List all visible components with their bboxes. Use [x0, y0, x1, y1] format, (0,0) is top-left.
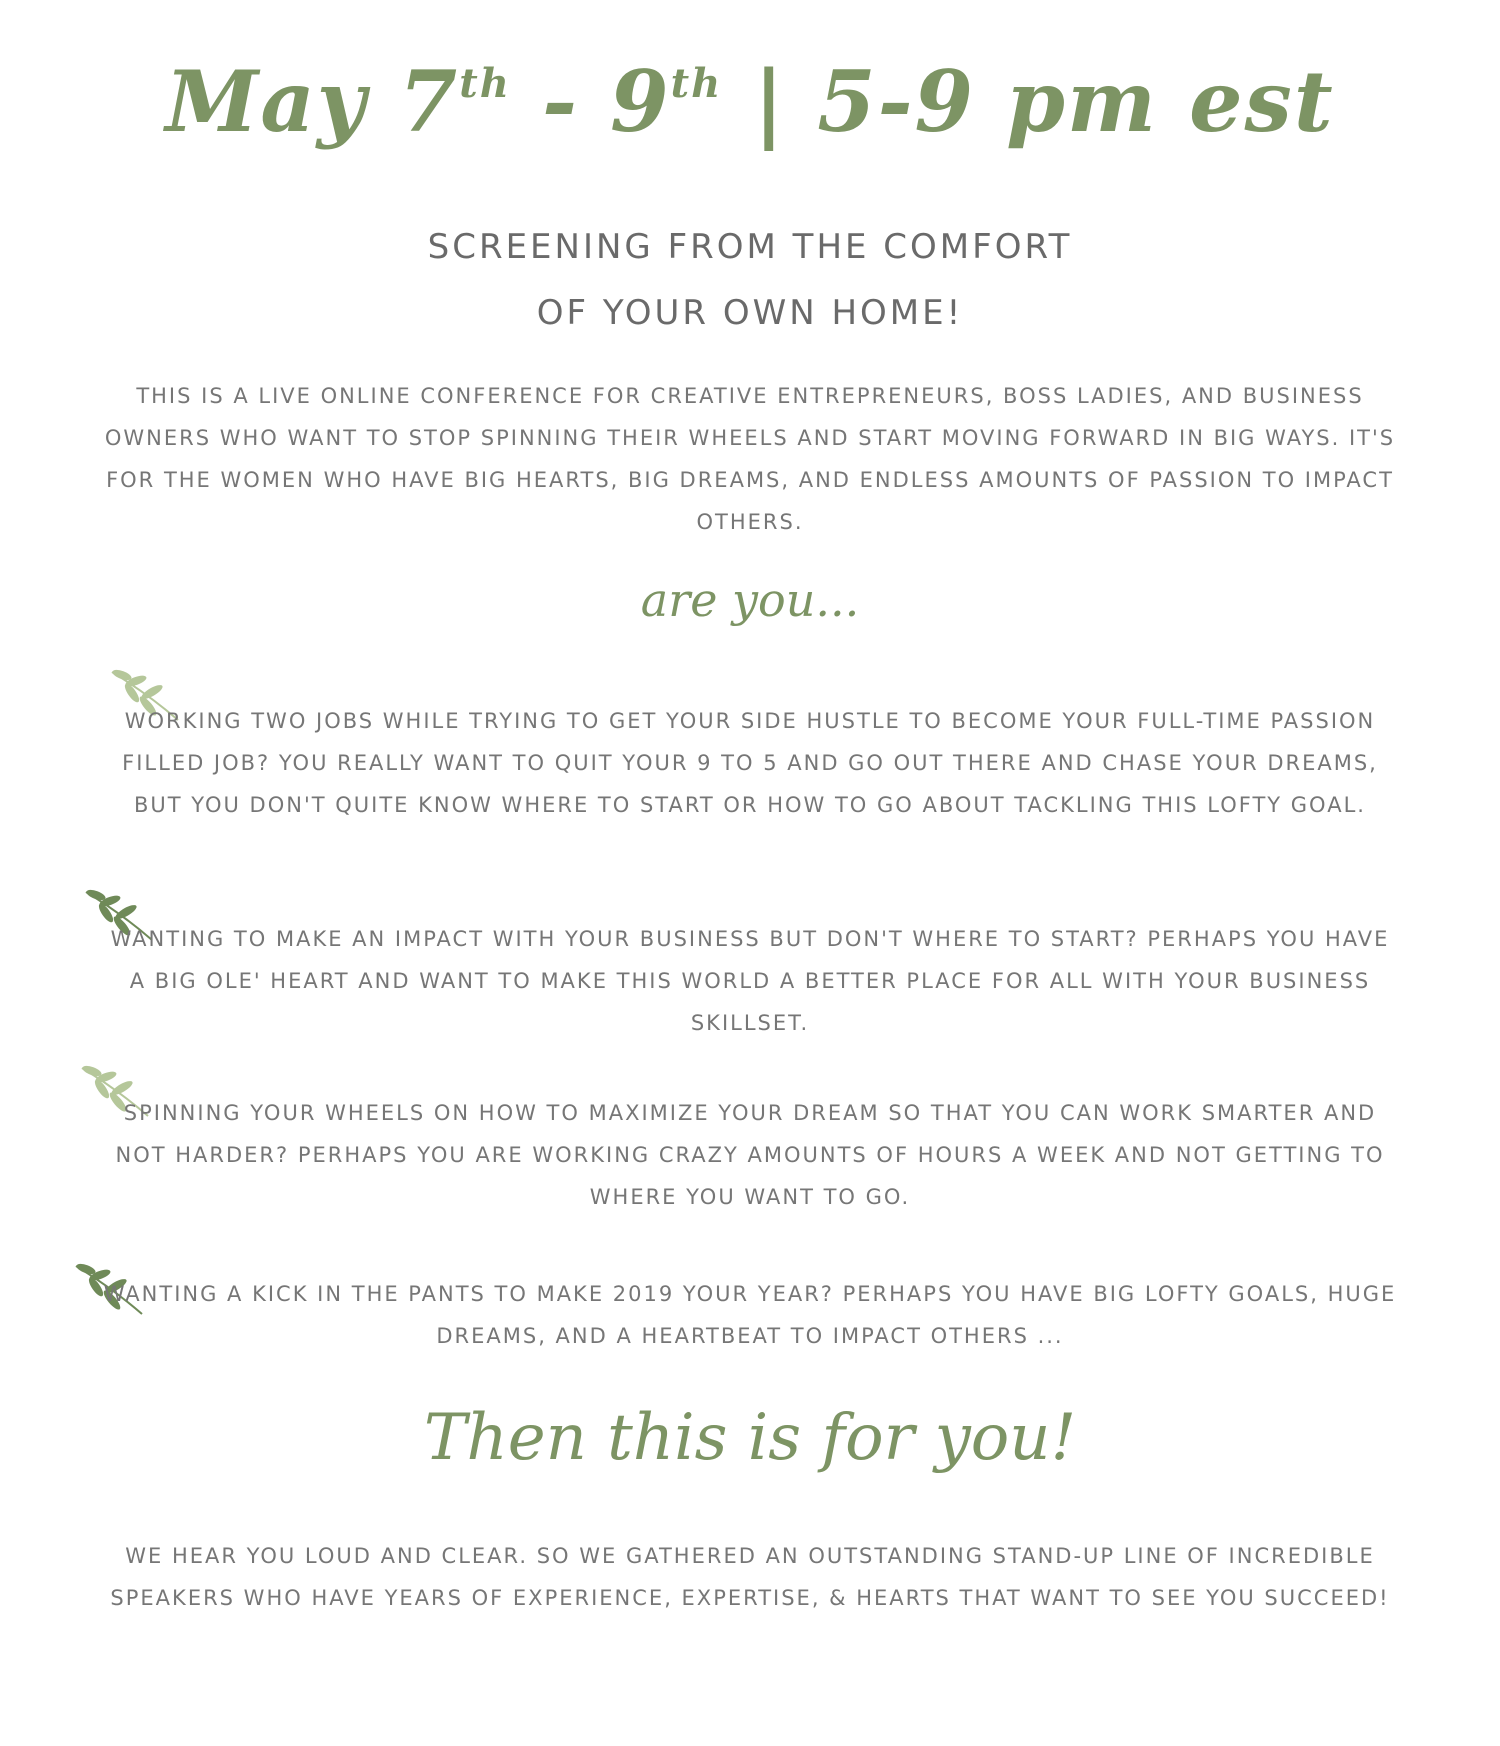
date-start-suffix: th	[459, 60, 511, 107]
date-end: - 9	[510, 52, 671, 151]
list-item: WORKING TWO JOBS WHILE TRYING TO GET YOUR SIDE HUSTLE TO BECOME YOUR FULL-TIME PASSION FILLED JOB? YOU REALLY WANT TO QUIT YOUR 9 TO 5 AND GO OUT THERE AND CHASE YOUR DREAMS, BUT YOU DON'T QUITE KNOW WHERE TO START OR HOW TO GO ABOUT TACKLING THIS LOFTY GOAL.	[122, 709, 1378, 817]
date-end-suffix: th	[670, 60, 723, 107]
subheading-line-2: OF YOUR OWN HOME!	[536, 293, 964, 333]
event-time: | 5-9 pm est	[722, 52, 1335, 151]
list-item: SPINNING YOUR WHEELS ON HOW TO MAXIMIZE YOUR DREAM SO THAT YOU CAN WORK SMARTER AND NOT HARDER? PERHAPS YOU ARE WORKING CRAZY AMOUNTS OF HOURS A WEEK AND NOT GETTING TO WHERE YOU WANT TO GO.	[115, 1101, 1385, 1209]
subheading	[100, 214, 1400, 346]
event-date-heading	[0, 52, 1500, 152]
intro-paragraph: THIS IS A LIVE ONLINE CONFERENCE FOR CREATIVE ENTREPRENEURS, BOSS LADIES, AND BUSINESS OWNERS WHO WANT TO STOP SPINNING THEIR WHEELS AND START MOVING FORWARD IN BIG WAYS. IT'S FOR THE WOMEN WHO HAVE BIG HEARTS, BIG DREAMS, AND ENDLESS AMOUNTS OF PASSION TO IMPACT OTHERS.	[104, 384, 1396, 534]
list-item: WANTING A KICK IN THE PANTS TO MAKE 2019 YOUR YEAR? PERHAPS YOU HAVE BIG LOFTY GOALS, HUGE DREAMS, AND A HEARTBEAT TO IMPACT OTHERS ...	[103, 1282, 1397, 1348]
closing-paragraph: WE HEAR YOU LOUD AND CLEAR. SO WE GATHERED AN OUTSTANDING STAND-UP LINE OF INCREDIBLE SPEAKERS WHO HAVE YEARS OF EXPERIENCE, EXPERTISE, & HEARTS THAT WANT TO SEE YOU SUCCEED!	[110, 1544, 1390, 1610]
are-you-heading: are you...	[640, 573, 860, 627]
date-start: May 7	[165, 52, 460, 151]
then-this-heading: Then this is for you!	[423, 1401, 1077, 1475]
subheading-line-1: SCREENING FROM THE COMFORT	[427, 227, 1073, 267]
list-item: WANTING TO MAKE AN IMPACT WITH YOUR BUSINESS BUT DON'T WHERE TO START? PERHAPS YOU HAVE A BIG OLE' HEART AND WANT TO MAKE THIS WORLD A BETTER PLACE FOR ALL WITH YOUR BUSINESS SKILLSET.	[110, 927, 1390, 1035]
